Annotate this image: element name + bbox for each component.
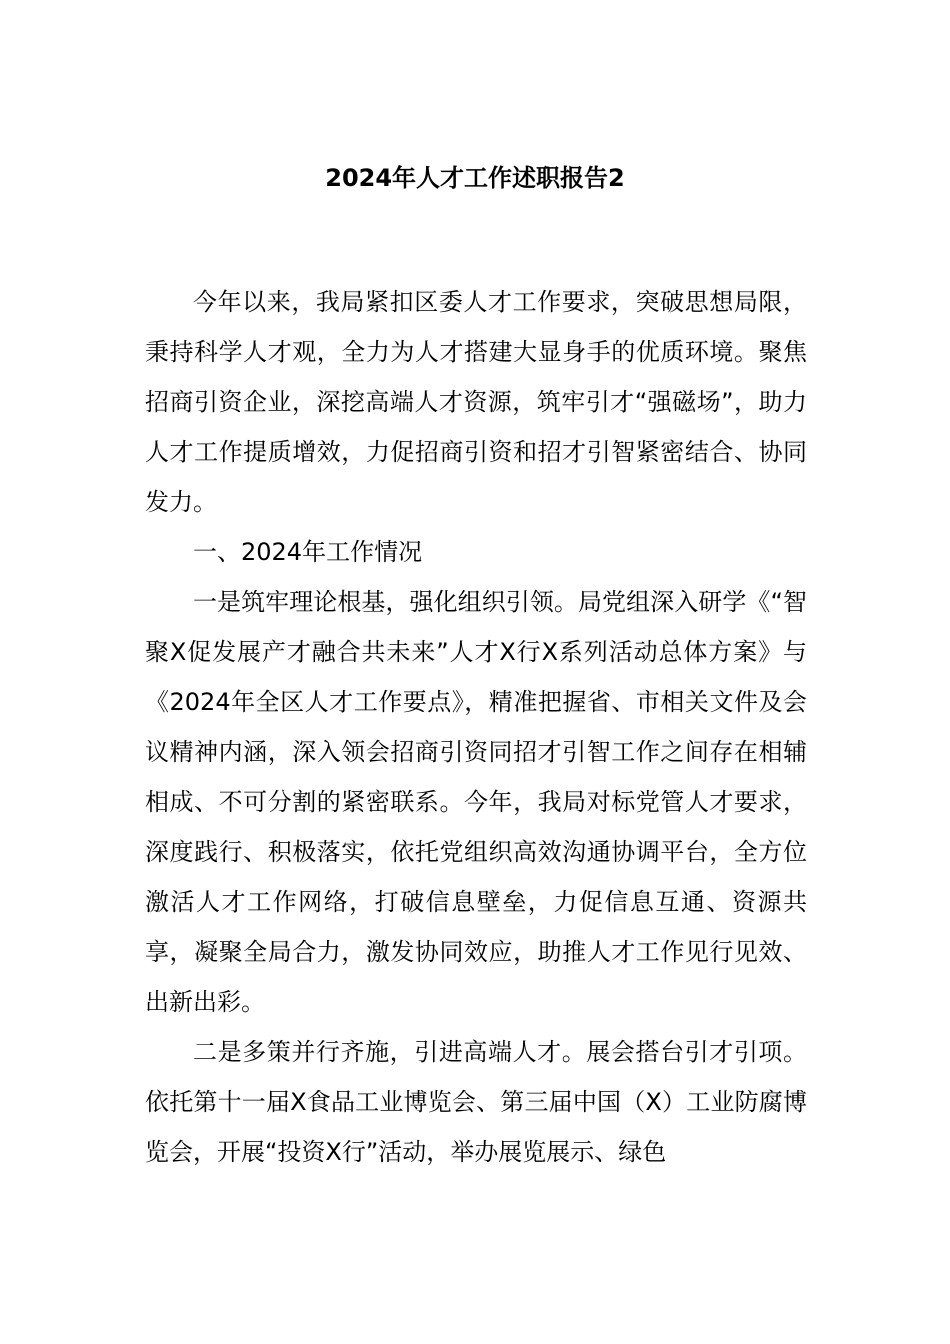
section-heading: 一、2024年工作情况 xyxy=(193,538,423,566)
paragraph-point-two: 二是多策并行齐施，引进高端人才。展会搭台引才引项。依托第十一届X食品工业博览会、第三届中国（X）工业防腐博览会，开展“投资X行”活动，举办展览展示、绿色 xyxy=(145,1038,807,1166)
paragraph-intro: 今年以来，我局紧扣区委人才工作要求，突破思想局限，秉持科学人才观，全力为人才搭建大显身手的优质环境。聚焦招商引资企业，深挖高端人才资源，筑牢引才“强磁场”，助力人才工作提质增效，力促招商引资和招才引智紧密结合、协同发力。 xyxy=(145,288,807,516)
paragraph-point-one: 一是筑牢理论根基，强化组织引领。局党组深入研学《“智聚X促发展产才融合共未来”人才X行X系列活动总体方案》与《2024年全区人才工作要点》，精准把握省、市相关文件及会议精神内涵，深入领会招商引资同招才引智工作之间存在相辅相成、不可分割的紧密联系。今年，我局对标党管人才要求，深度践行、积极落实，依托党组织高效沟通协调平台，全方位激活人才工作网络，打破信息壁垒，力促信息互通、资源共享，凝聚全局合力，激发协同效应，助推人才工作见行见效、出新出彩。 xyxy=(145,588,807,1016)
document-body xyxy=(145,277,807,1177)
document-title: 2024年人才工作述职报告2 xyxy=(325,164,625,192)
